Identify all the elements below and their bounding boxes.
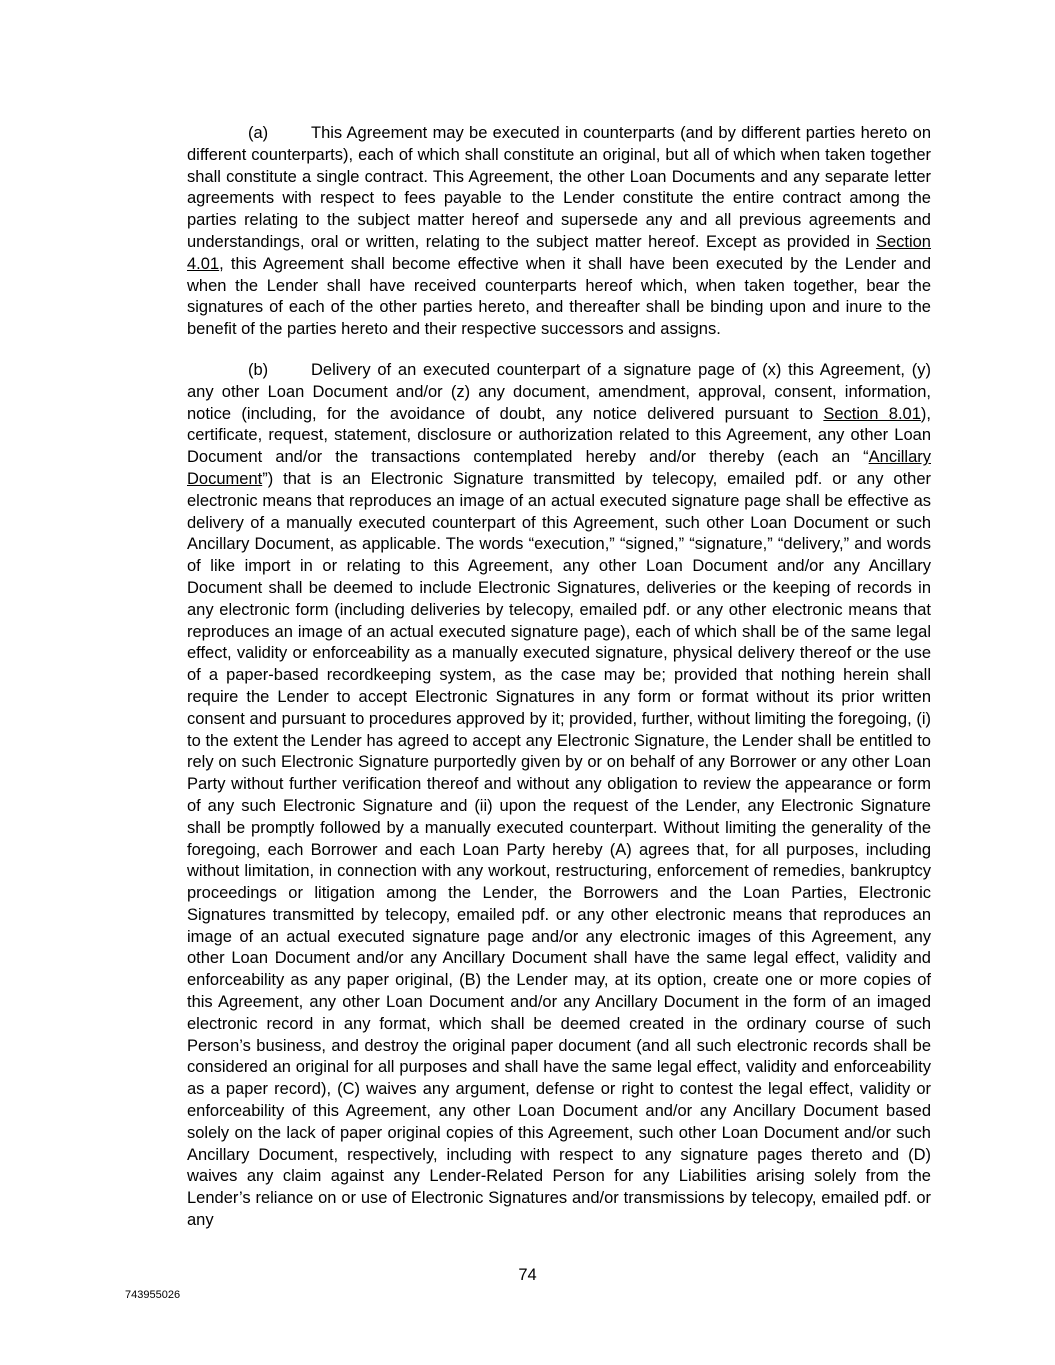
- paragraph-a-label: (a): [248, 124, 269, 142]
- paragraph-b-text-3: ”) that is an Electronic Signature transmitted by telecopy, emailed pdf. or any other electronic means that reproduces an image of an actual executed signature page shall be effective as delivery of a manually executed counterpart of this Agreement, such other Loan Document or such Ancillary Document, as applicable. The words “execution,” “signed,” “signature,” “delivery,” and words of like import in or relating to this Agreement, any other Loan Document and/or any Ancillary Document shall be deemed to include Electronic Signatures, deliveries or the keeping of records in any electronic form (including deliveries by telecopy, emailed pdf. or any other electronic means that reproduces an image of an actual executed signature page), each of which shall be of the same legal effect, validity or enforceability as a manually executed signature, physical delivery thereof or the use of a paper-based recordkeeping system, as the case may be; provided that nothing herein shall require the Lender to accept Electronic Signatures in any form or format without its prior written consent and pursuant to procedures approved by it; provided, further, without limiting the foregoing, (i) to the extent the Lender has agreed to accept any Electronic Signature, the Lender shall be entitled to rely on such Electronic Signature purportedly given by or on behalf of any Borrower or any other Loan Party without further verification thereof and without any obligation to review the appearance or form of any such Electronic Signature and (ii) upon the request of the Lender, any Electronic Signature shall be promptly followed by a manually executed counterpart. Without limiting the generality of the foregoing, each Borrower and each Loan Party hereby (A) agrees that, for all purposes, including without limitation, in connection with any workout, restructuring, enforcement of remedies, bankruptcy proceedings or litigation among the Lender, the Borrowers and the Loan Parties, Electronic Signatures transmitted by telecopy, emailed pdf. or any other electronic means that reproduces an image of an actual executed signature page and/or any electronic images of this Agreement, any other Loan Document and/or any Ancillary Document shall have the same legal effect, validity and enforceability as any paper original, (B) the Lender may, at its option, create one or more copies of this Agreement, any other Loan Document and/or any Ancillary Document in the form of an imaged electronic record in any format, which shall be deemed created in the ordinary course of such Person’s business, and destroy the original paper document (and all such electronic records shall be considered an original for all purposes and shall have the same legal effect, validity and enforceability as a paper record), (C) waives any argument, defense or right to contest the legal effect, validity or enforceability of this Agreement, any other Loan Document and/or any Ancillary Document based solely on the lack of paper original copies of this Agreement, such other Loan Document and/or such Ancillary Document, respectively, including with respect to any signature pages thereto and (D) waives any claim against any Lender-Related Person for any Liabilities arising solely from the Lender’s reliance on or use of Electronic Signatures and/or transmissions by telecopy, emailed pdf. or any: [187, 469, 931, 1230]
- paragraph-b-label: (b): [248, 360, 269, 379]
- document-body: [187, 123, 931, 1251]
- paragraph-a-text-1: This Agreement may be executed in counterparts (and by different parties hereto on different counterparts), each of which shall constitute an original, but all of which when taken together shall constitute a single contract. This Agreement, the other Loan Documents and any separate letter agreements with respect to fees payable to the Lender constitute the entire contract among the parties relating to the subject matter hereof and supersede any and all previous agreements and understandings, oral or written, relating to the subject matter hereof. Except as provided in: [187, 124, 931, 251]
- page-number: 74: [518, 1266, 537, 1284]
- paragraph-a: [187, 123, 931, 341]
- section-8-01-reference: Section 8.01: [823, 404, 921, 423]
- paragraph-b: [187, 360, 931, 1232]
- paragraph-b-text-2: ), certificate, request, statement, disclosure or authorization related to this Agreement, any other Loan Document and/or the transactions contemplated hereby and/or thereby (each an “: [187, 404, 931, 467]
- document-id: 743955026: [125, 1289, 181, 1301]
- paragraph-a-text-2: , this Agreement shall become effective when it shall have been executed by the Lender and when the Lender shall have received counterparts hereof which, when taken together, bear the signatures of each of the other parties hereto, and thereafter shall be binding upon and inure to the benefit of the parties hereto and their respective successors and assigns.: [187, 254, 931, 339]
- section-4-01-reference: Section 4.01: [187, 232, 931, 273]
- ancillary-document-term: Ancillary Document: [187, 448, 931, 488]
- paragraph-b-text-1: Delivery of an executed counterpart of a signature page of (x) this Agreement, (y) any other Loan Document and/or (z) any document, amendment, approval, consent, information, notice (including, for the avoidance of doubt, any notice delivered pursuant to: [187, 360, 931, 423]
